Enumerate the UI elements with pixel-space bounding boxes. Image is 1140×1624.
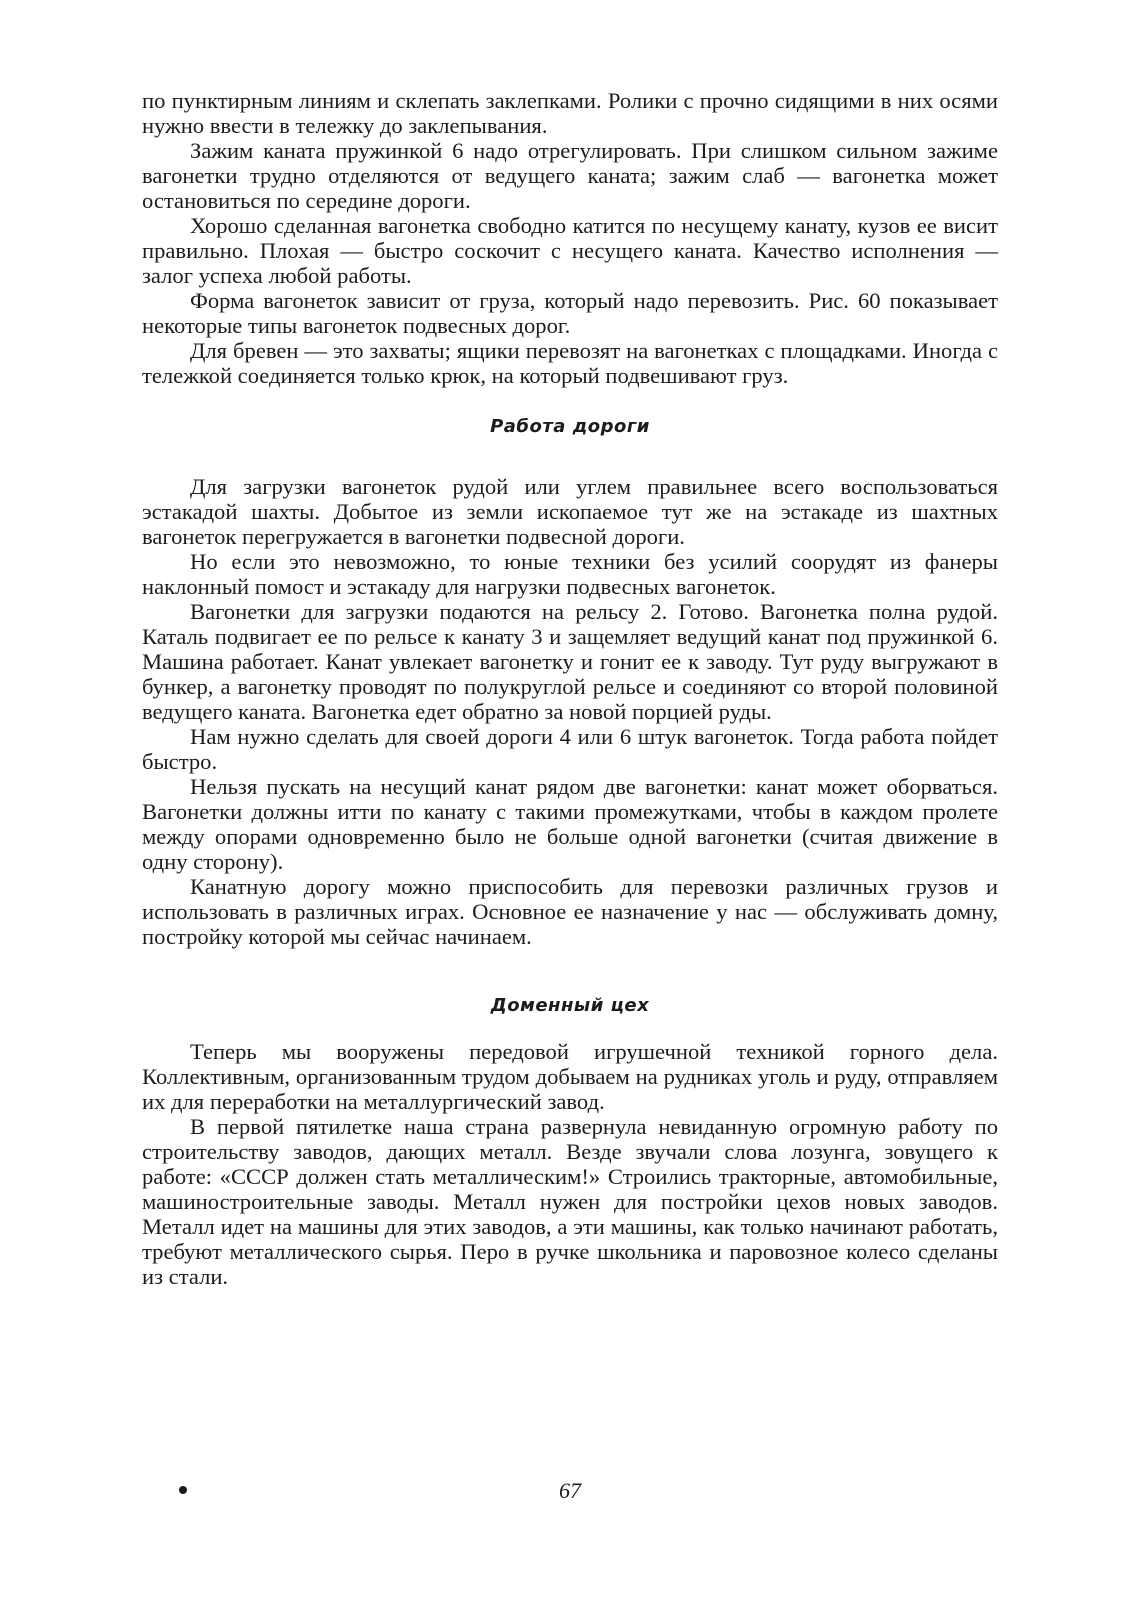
section-heading: Работа дороги: [490, 416, 650, 437]
page-body: [142, 88, 998, 1289]
paragraph: Для загрузки вагонеток рудой или углем правильнее всего воспользоваться эстакадой шахты. Добытое из земли ископаемое тут же на эстакаде из шахтных вагонеток перегружается в вагонетки подвесной дороги.: [142, 474, 998, 549]
paragraph: Теперь мы вооружены передовой игрушечной техникой горного дела. Коллективным, организованным трудом добываем на рудниках уголь и руду, отправляем их для переработки на металлургический завод.: [142, 1039, 998, 1114]
paragraph: по пунктирным линиям и склепать заклепками. Ролики с прочно сидящими в них осями нужно ввести в тележку до заклепывания.: [142, 88, 998, 138]
paragraph: Зажим каната пружинкой 6 надо отрегулировать. При слишком сильном зажиме вагонетки трудно отделяются от ведущего каната; зажим слаб — вагонетка может остановиться по середине дороги.: [142, 138, 998, 213]
paragraph: Нам нужно сделать для своей дороги 4 или 6 штук вагонеток. Тогда работа пойдет быстро.: [142, 724, 998, 774]
paragraph: Но если это невозможно, то юные техники без усилий соорудят из фанеры наклонный помост и эстакаду для нагрузки подвесных вагонеток.: [142, 549, 998, 599]
paragraph: Нельзя пускать на несущий канат рядом две вагонетки: канат может оборваться. Вагонетки должны итти по канату с такими промежутками, чтобы в каждом пролете между опорами одновременно было не больше одной вагонетки (считая движение в одну сторону).: [142, 774, 998, 874]
section-heading: Доменный цех: [490, 995, 650, 1016]
paragraph: Форма вагонеток зависит от груза, который надо перевозить. Рис. 60 показывает некоторые типы вагонеток подвесных дорог.: [142, 288, 998, 338]
paragraph: Хорошо сделанная вагонетка свободно катится по несущему канату, кузов ее висит правильно. Плохая — быстро соскочит с несущего каната. Качество исполнения — залог успеха любой работы.: [142, 213, 998, 288]
paragraph: Вагонетки для загрузки подаются на рельсу 2. Готово. Вагонетка полна рудой. Каталь подвигает ее по рельсе к канату 3 и защемляет ведущий канат под пружинкой 6. Машина работает. Канат увлекает вагонетку и гонит ее к заводу. Тут руду выгружают в бункер, а вагонетку проводят по полукруглой рельсе и соединяют со второй половиной ведущего каната. Вагонетка едет обратно за новой порцией руды.: [142, 599, 998, 724]
paragraph: Канатную дорогу можно приспособить для перевозки различных грузов и использовать в различных играх. Основное ее назначение у нас — обслуживать домну, постройку которой мы сейчас начинаем.: [142, 874, 998, 949]
paragraph: Для бревен — это захваты; ящики перевозят на вагонетках с площадками. Иногда с тележкой соединяется только крюк, на который подвешивают груз.: [142, 338, 998, 388]
page-number: 67: [559, 1478, 581, 1503]
paragraph: В первой пятилетке наша страна развернула невиданную огромную работу по строительству заводов, дающих металл. Везде звучали слова лозунга, зовущего к работе: «СССР должен стать металлическим!» Строились тракторные, автомобильные, машиностроительные заводы. Металл нужен для постройки цехов новых заводов. Металл идет на машины для этих заводов, а эти машины, как только начинают работать, требуют металлического сырья. Перо в ручке школьника и паровозное колесо сделаны из стали.: [142, 1114, 998, 1289]
